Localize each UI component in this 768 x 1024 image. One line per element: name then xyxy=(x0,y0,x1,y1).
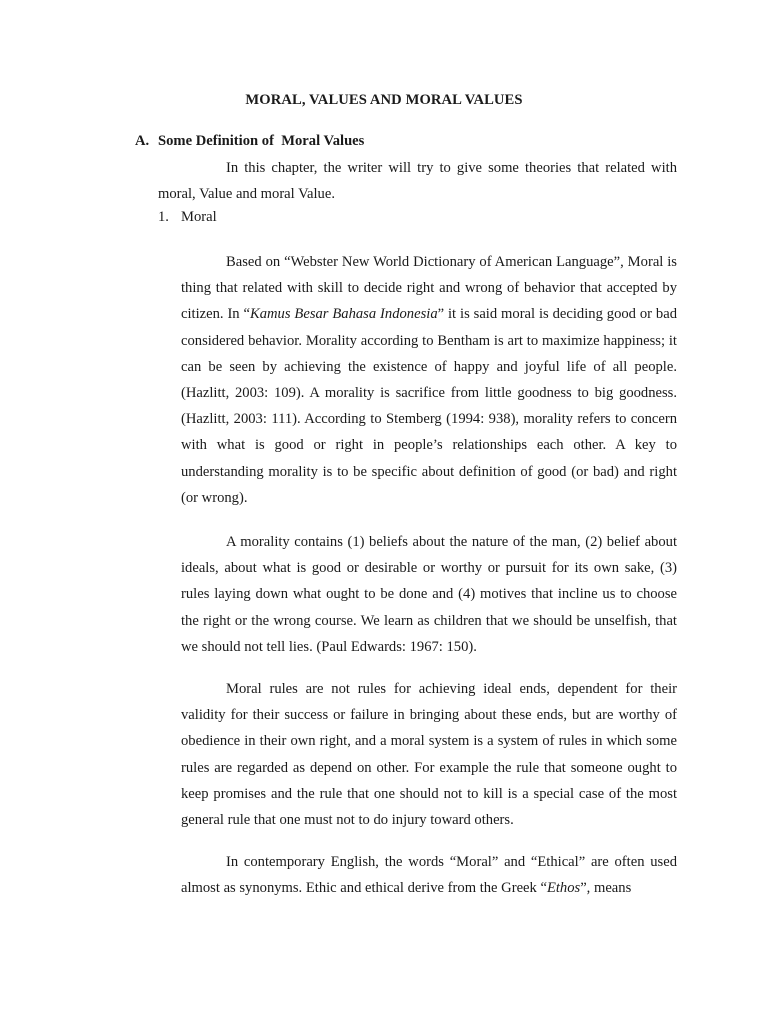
section-heading-text: Some Definition of Moral Values xyxy=(158,133,365,149)
paragraph-moral-rules: Moral rules are not rules for achieving ideal ends, dependent for their validity for their success or failure in bringing about these ends, but are worthy of obedience in their own right, and a moral system is a system of rules in which some rules are regarded as depend on other. For example the rule that someone ought to keep promises and the rule that one should not to kill is a special case of the most general rule that one must not to do injury toward others. xyxy=(181,681,677,829)
paragraph4-text-a: In contemporary English, the words “Moral” and “Ethical” are often used almost as synonyms. Ethic and ethical derive from the Greek “ xyxy=(181,854,677,897)
paragraph-morality-contains: A morality contains (1) beliefs about the nature of the man, (2) belief about ideals, about what is good or desirable or worthy or pursuit for its own sake, (3) rules laying down what ought to be done and (4) motives that incline us to choose the right or the wrong course. We learn as children that we should be unselfish, that we should not tell lies. (Paul Edwards: 1967: 150). xyxy=(181,534,677,655)
paragraph1-text-a: Based on “Webster New World Dictionary of American Language”, Moral is thing that related with skill to decide right and wrong of behavior that accepted by citizen. In “ xyxy=(181,254,677,323)
paragraph1-italic-title: Kamus Besar Bahasa Indonesia xyxy=(249,306,438,323)
paragraph1-text-b: ” it is said moral is deciding good or bad considered behavior. Morality according to Bentham is art to maximize happiness; it can be seen by achieving the existence of happy and joyful life of all people. (Hazlitt, 2003: 109). A morality is sacrifice from little goodness to big goodness. (Hazlitt, 2003: 111). According to Stemberg (1994: 938), morality refers to concern with what is good or right in people’s relationships each other. A key to understanding morality is to be specific about definition of good (or bad) and right (or wrong). xyxy=(181,306,677,506)
paragraph4-text-b: ”, means xyxy=(580,880,632,897)
subsection-label: Moral xyxy=(181,209,217,225)
subsection-marker: 1. xyxy=(158,209,169,225)
paragraph4-italic-term: Ethos xyxy=(546,880,581,897)
paragraph-moral-definition xyxy=(181,249,677,511)
section-marker: A. xyxy=(135,133,150,149)
section-heading xyxy=(135,133,364,150)
document-title: MORAL, VALUES AND MORAL VALUES xyxy=(245,92,523,108)
intro-paragraph: In this chapter, the writer will try to give some theories that related with moral, Value and moral Value. xyxy=(158,160,677,203)
subsection-heading xyxy=(158,209,217,226)
paragraph-moral-ethical xyxy=(181,849,677,901)
